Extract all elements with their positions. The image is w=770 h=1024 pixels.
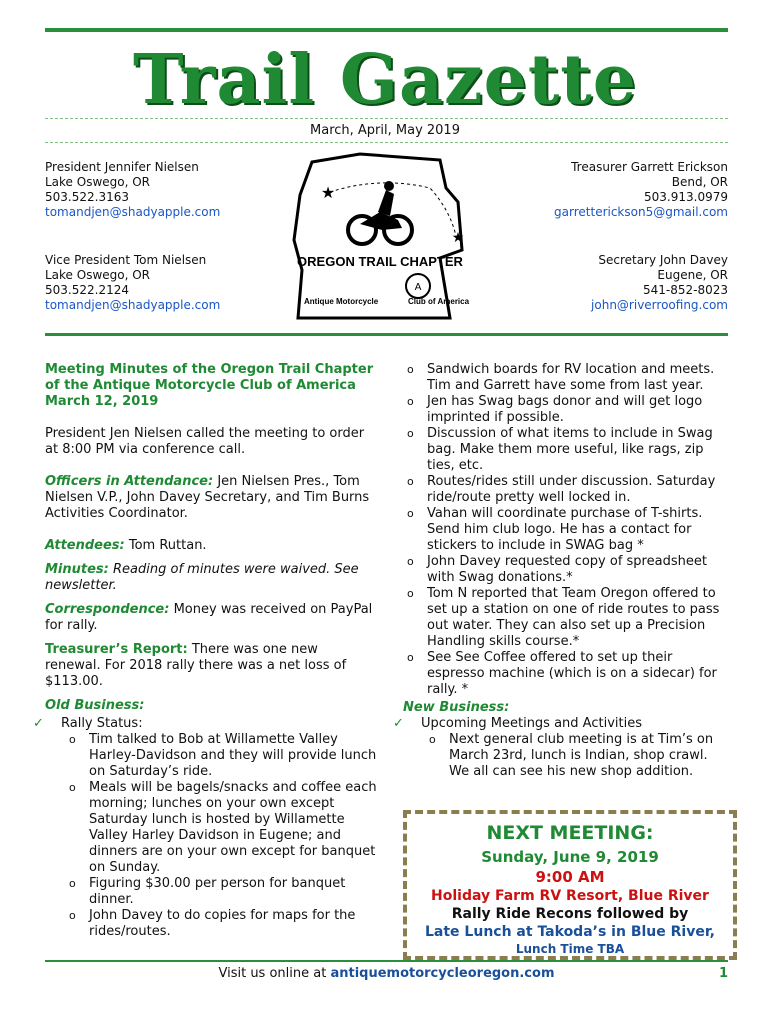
list-item: o John Davey to do copies for maps for the rides/routes.	[67, 908, 377, 940]
old-business-label: Old Business:	[45, 698, 145, 713]
footer	[45, 966, 728, 981]
minutes	[45, 562, 377, 594]
minutes-heading: Meeting Minutes of the Oregon Trail Chapter of the Antique Motorcycle Club of America March 12, 2019	[45, 362, 374, 409]
text: Tom Ruttan.	[124, 538, 207, 553]
officer-phone: 541-852-8023	[642, 283, 728, 297]
officer-president	[45, 160, 220, 220]
text: There was one new renewal. For 2018 rally there was a net loss of $113.00.	[45, 642, 347, 689]
svg-text:★: ★	[320, 183, 336, 202]
officer-title: Secretary John Davey	[598, 253, 728, 267]
page-number: 1	[718, 966, 728, 981]
svg-text:★: ★	[451, 230, 465, 246]
checkmark-icon: ✓	[393, 716, 404, 731]
officer-title: Vice President Tom Nielsen	[45, 253, 207, 267]
officer-email[interactable]: tomandjen@shadyapple.com	[45, 205, 221, 219]
left-column	[33, 362, 377, 940]
list-item: o Tom N reported that Team Oregon offered to set up a station on one of ride routes to pass out water. They can also set up a Precision Handling skills course.*	[405, 586, 729, 650]
label: Treasurer’s Report:	[45, 642, 188, 657]
list-item: o Routes/rides still under discussion. Saturday ride/route pretty well locked in.	[405, 474, 729, 506]
list-item: o Tim talked to Bob at Willamette Valley Harley-Davidson and they will provide lunch on Saturday’s ride.	[67, 732, 377, 780]
upcoming-meetings	[393, 716, 729, 732]
list-item: o Figuring $30.00 per person for banquet dinner.	[67, 876, 377, 908]
section-rule	[45, 333, 728, 336]
label: Attendees:	[45, 538, 125, 553]
footer-rule	[45, 960, 728, 962]
officer-phone: 503.913.0979	[644, 190, 728, 204]
oregon-outline-icon	[294, 154, 462, 318]
right-column	[393, 362, 729, 780]
checkmark-icon: ✓	[33, 716, 44, 731]
logo-top-text: OREGON TRAIL CHAPTER	[297, 254, 463, 269]
next-meeting-line1: Rally Ride Recons followed by	[451, 906, 689, 922]
next-meeting-box	[403, 810, 737, 960]
officer-treasurer	[554, 160, 728, 220]
rally-status	[33, 716, 377, 732]
list-item: o Vahan will coordinate purchase of T-shirts. Send him club logo. He has a contact for stickers to include in SWAG bag *	[405, 506, 729, 554]
next-meeting-line3: Lunch Time TBA	[515, 942, 625, 956]
next-meeting-place: Holiday Farm RV Resort, Blue River	[431, 888, 709, 904]
officers-attendance	[45, 474, 377, 522]
officer-email[interactable]: john@riverroofing.com	[591, 298, 728, 312]
correspondence	[45, 602, 377, 634]
officer-city: Lake Oswego, OR	[45, 175, 151, 189]
next-meeting-title: NEXT MEETING:	[486, 822, 654, 844]
list-item: o Sandwich boards for RV location and meets. Tim and Garrett have some from last year.	[405, 362, 729, 394]
officer-title: Treasurer Garrett Erickson	[571, 160, 728, 174]
list-item: o See See Coffee offered to set up their espresso machine (which is on a sidecar) for rally. *	[405, 650, 729, 698]
rally-status-label: Rally Status:	[61, 716, 143, 731]
list-item: o John Davey requested copy of spreadsheet with Swag donations.*	[405, 554, 729, 586]
new-business-label: New Business:	[403, 700, 510, 715]
officer-city: Lake Oswego, OR	[45, 268, 151, 282]
dotted-rule	[45, 118, 728, 119]
officer-city: Bend, OR	[671, 175, 728, 189]
officer-vice-president	[45, 253, 220, 313]
upcoming-label: Upcoming Meetings and Activities	[421, 716, 642, 731]
officer-secretary	[591, 253, 728, 313]
list-item: o Jen has Swag bags donor and will get logo imprinted if possible.	[405, 394, 729, 426]
dotted-rule	[45, 142, 728, 143]
list-item: o Next general club meeting is at Tim’s on March 23rd, lunch is Indian, shop crawl. We all can see his new shop addition.	[427, 732, 729, 780]
treasurers-report	[45, 642, 377, 690]
text: Reading of minutes were waived. See newsletter.	[45, 562, 359, 593]
officer-phone: 503.522.2124	[45, 283, 129, 297]
officer-email[interactable]: tomandjen@shadyapple.com	[45, 298, 221, 312]
next-meeting-time: 9:00 AM	[535, 868, 605, 886]
officer-phone: 503.522.3163	[45, 190, 129, 204]
label: Minutes:	[45, 562, 109, 577]
text: Jen Nielsen Pres., Tom Nielsen V.P., John Davey Secretary, and Tim Burns Activities Coordinator.	[45, 474, 370, 521]
attendees	[45, 538, 377, 554]
officer-email[interactable]: garretterickson5@gmail.com	[554, 205, 728, 219]
website-link[interactable]: antiquemotorcycleoregon.com	[330, 966, 555, 981]
new-business-list	[427, 732, 729, 780]
label: Correspondence:	[45, 602, 170, 617]
logo-bottom-right: Club of America	[408, 297, 470, 306]
chapter-logo	[290, 150, 470, 325]
text: Money was received on PayPal for rally.	[45, 602, 373, 633]
list-item: o Discussion of what items to include in Swag bag. Make them more useful, like rags, zip ties, etc.	[405, 426, 729, 474]
masthead-title: Trail Gazette	[133, 40, 637, 120]
footer-prefix: Visit us online at	[218, 966, 331, 981]
intro-text: President Jen Nielsen called the meeting to order at 8:00 PM via conference call.	[45, 426, 365, 457]
rally-items-list	[405, 362, 729, 698]
old-business-list	[67, 732, 377, 940]
top-rule	[45, 28, 728, 32]
svg-text:A: A	[414, 282, 422, 293]
issue-date: March, April, May 2019	[310, 123, 460, 138]
label: Officers in Attendance:	[45, 474, 214, 489]
officer-title: President Jennifer Nielsen	[45, 160, 199, 174]
next-meeting-line2: Late Lunch at Takoda’s in Blue River,	[425, 924, 715, 940]
logo-bottom-left: Antique Motorcycle	[304, 297, 379, 306]
next-meeting-date: Sunday, June 9, 2019	[481, 848, 659, 866]
list-item: o Meals will be bagels/snacks and coffee each morning; lunches on your own except Saturday lunch is hosted by Willamette Valley Harley Davidson in Eugene; and dinners are on your own except for banquet on Sunday.	[67, 780, 377, 876]
officer-city: Eugene, OR	[657, 268, 728, 282]
